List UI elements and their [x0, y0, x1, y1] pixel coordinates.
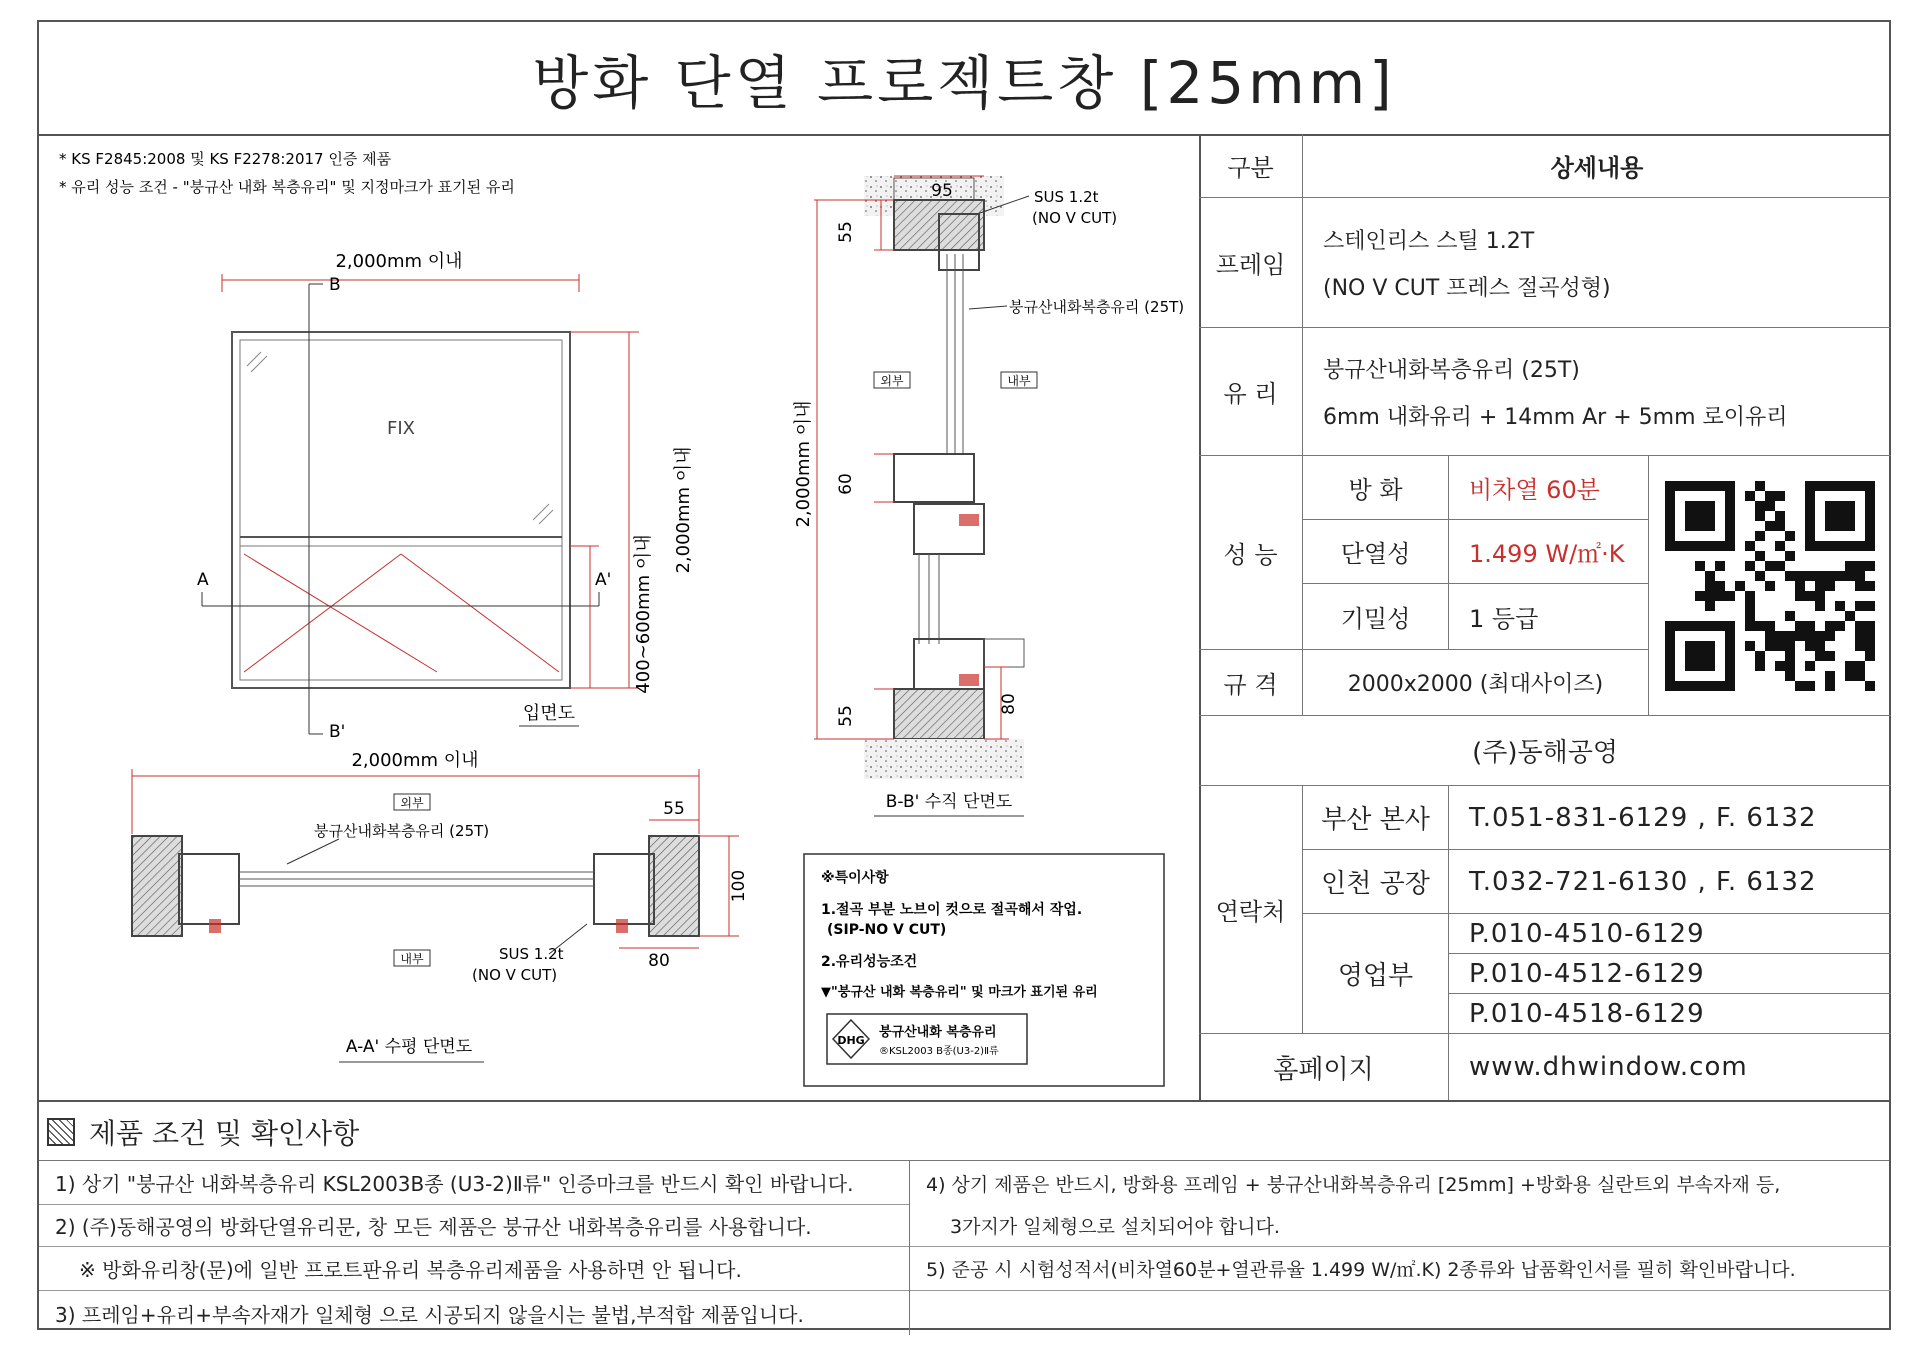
- fire-value: 비차열 60분: [1449, 456, 1649, 520]
- glass-label: 유 리: [1199, 328, 1303, 456]
- special-line3: 2.유리성능조건: [821, 954, 918, 970]
- company-name: (주)동해공영: [1199, 716, 1891, 786]
- special-line1: 1.절곡 부분 노브이 컷으로 절곡해서 작업.: [821, 902, 1083, 918]
- special-notes-box: [804, 854, 1164, 1086]
- condition-4-cont: 3가지가 일체형으로 설치되어야 합니다.: [910, 1205, 1891, 1247]
- special-line4: ▼"붕규산 내화 복층유리" 및 마크가 표기된 유리: [821, 985, 1098, 1000]
- vertical-width-95: 95: [931, 181, 953, 201]
- conditions-title: 제품 조건 및 확인사항: [89, 1117, 360, 1150]
- horizontal-w55: 55: [663, 799, 685, 819]
- vertical-sus-label: SUS 1.2t: [1034, 188, 1099, 206]
- insulation-label: 단열성: [1303, 520, 1449, 584]
- condition-empty: [910, 1291, 1891, 1335]
- condition-3: 3) 프레임+유리+부속자재가 일체형 으로 시공되지 않을시는 불법,부적합 제품입니다.: [55, 1302, 804, 1327]
- special-line2: (SIP-NO V CUT): [827, 922, 947, 938]
- vertical-h55-top: 55: [836, 221, 856, 243]
- glass-line2: 6mm 내화유리 + 14mm Ar + 5mm 로이유리: [1323, 404, 1788, 430]
- insulation-value: 1.499 W/㎡·K: [1449, 520, 1649, 584]
- sales-phone-2: P.010-4512-6129: [1449, 954, 1891, 994]
- condition-2: 2) (주)동해공영의 방화단열유리문, 창 모든 제품은 붕규산 내화복층유리를 사용합니다.: [39, 1205, 909, 1247]
- frame-line2: (NO V CUT 프레스 절곡성형): [1323, 275, 1611, 301]
- vertical-caption: B-B' 수직 단면도: [885, 792, 1013, 812]
- vertical-height-label: 2,000mm 이내: [793, 400, 814, 528]
- section-b-label: B: [329, 275, 341, 295]
- qr-code-icon: [1665, 481, 1875, 691]
- special-head: ※특이사항: [821, 870, 889, 886]
- horizontal-caption: A-A' 수평 단면도: [345, 1037, 473, 1057]
- vertical-nocut-label: (NO V CUT): [1032, 209, 1118, 227]
- vertical-out-label: 외부: [880, 374, 904, 388]
- conditions-table: [39, 1160, 1889, 1335]
- frame-label: 프레임: [1199, 198, 1303, 328]
- elevation-view: [197, 251, 694, 742]
- elevation-width-label: 2,000mm 이내: [335, 251, 463, 272]
- vertical-h80: 80: [999, 693, 1019, 715]
- product-conditions: [39, 1100, 1889, 1334]
- fix-label: FIX: [387, 418, 415, 439]
- section-a2-label: A': [595, 570, 612, 590]
- hatch-box-icon: [47, 1118, 75, 1146]
- vertical-section-view: [793, 176, 1184, 816]
- technical-drawings: [39, 134, 1199, 1100]
- drawing-area: [39, 134, 1201, 1100]
- page-title: 방화 단열 프로젝트창 [25mm]: [39, 22, 1889, 136]
- special-mark-logo: DHG: [837, 1034, 865, 1047]
- size-value: 2000x2000 (최대사이즈): [1303, 650, 1649, 716]
- horizontal-width-label: 2,000mm 이내: [351, 750, 479, 771]
- glass-condition-note: * 유리 성능 조건 - "붕규산 내화 복층유리" 및 지정마크가 표기된 유리: [59, 178, 515, 196]
- horizontal-in-label: 내부: [400, 952, 424, 966]
- condition-2-note: ※ 방화유리창(문)에 일반 프로트판유리 복층유리제품을 사용하면 안 됩니다.: [39, 1247, 909, 1291]
- sales-phone-1: P.010-4510-6129: [1449, 914, 1891, 954]
- homepage-link[interactable]: www.dhwindow.com: [1469, 1052, 1748, 1082]
- horizontal-w80: 80: [648, 951, 670, 971]
- horizontal-section-view: [132, 750, 749, 1062]
- contact-label: 연락처: [1199, 786, 1303, 1034]
- frame-detail: [1303, 198, 1891, 328]
- horizontal-h100: 100: [729, 869, 749, 903]
- cert-note: * KS F2845:2008 및 KS F2278:2017 인증 제품: [59, 150, 392, 168]
- horizontal-out-label: 외부: [400, 796, 424, 810]
- sales-label: 영업부: [1303, 914, 1449, 1034]
- incheon-label: 인천 공장: [1303, 850, 1449, 914]
- elevation-caption: 입면도: [522, 703, 576, 724]
- vertical-glass-label: 붕규산내화복층유리 (25T): [1009, 298, 1185, 316]
- incheon-value: T.032-721-6130 , F. 6132: [1449, 850, 1891, 914]
- homepage-label: 홈페이지: [1199, 1034, 1449, 1100]
- section-a-label: A: [197, 570, 209, 590]
- special-mark2: ®KSL2003 B종(U3-2)Ⅱ류: [879, 1046, 999, 1057]
- vertical-in-label: 내부: [1007, 374, 1031, 388]
- fire-label: 방 화: [1303, 456, 1449, 520]
- condition-4: 4) 상기 제품은 반드시, 방화용 프레임 + 붕규산내화복층유리 [25mm] +방화용 실란트외 부속자재 등,: [926, 1173, 1781, 1196]
- busan-label: 부산 본사: [1303, 786, 1449, 850]
- vertical-h55-bottom: 55: [836, 705, 856, 727]
- elevation-height-label: 2,000mm 이내: [673, 446, 694, 574]
- performance-label: 성 능: [1199, 456, 1303, 650]
- qr-cell: [1649, 456, 1891, 716]
- spec-table: [1199, 134, 1891, 1100]
- conditions-header: [47, 1110, 359, 1154]
- size-label: 규 격: [1199, 650, 1303, 716]
- horizontal-nocut-label: (NO V CUT): [472, 966, 558, 984]
- special-mark1: 붕규산내화 복층유리: [879, 1025, 997, 1040]
- section-b2-label: B': [329, 722, 346, 742]
- spec-header-category: 구분: [1199, 134, 1303, 198]
- airtight-label: 기밀성: [1303, 584, 1449, 650]
- frame-line1: 스테인리스 스틸 1.2T: [1323, 228, 1535, 254]
- condition-5: 5) 준공 시 시험성적서(비차열60분+열관류율 1.499 W/㎡.K) 2종류와 납품확인서를 필히 확인바랍니다.: [910, 1247, 1891, 1291]
- glass-detail: [1303, 328, 1891, 456]
- condition-1: 1) 상기 "붕규산 내화복층유리 KSL2003B종 (U3-2)Ⅱ류" 인증마크를 반드시 확인 바랍니다.: [39, 1161, 909, 1205]
- airtight-value: 1 등급: [1449, 584, 1649, 650]
- drawing-sheet: [37, 20, 1891, 1330]
- spec-header-detail: 상세내용: [1303, 134, 1891, 198]
- vertical-h60: 60: [836, 473, 856, 495]
- horizontal-glass-label: 붕규산내화복층유리 (25T): [314, 822, 490, 840]
- glass-line1: 붕규산내화복층유리 (25T): [1323, 357, 1580, 383]
- horizontal-sus-label: SUS 1.2t: [499, 945, 564, 963]
- elevation-lower-label: 400~600mm 이내: [633, 534, 654, 694]
- busan-value: T.051-831-6129 , F. 6132: [1449, 786, 1891, 850]
- sales-phone-3: P.010-4518-6129: [1449, 994, 1891, 1034]
